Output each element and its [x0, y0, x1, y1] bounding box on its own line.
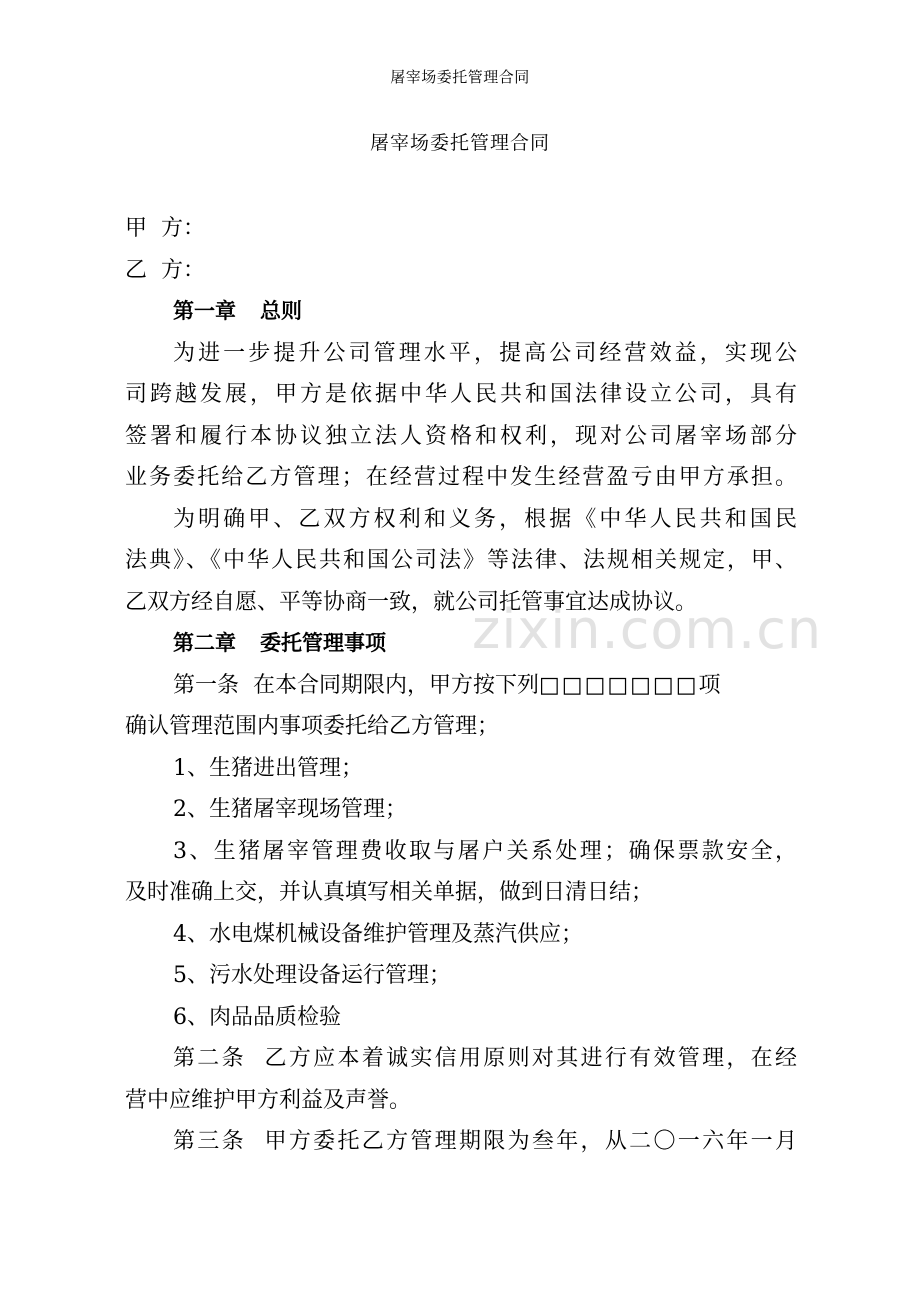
list-item: 1、生猪进出管理； — [173, 755, 363, 781]
chapter-1-heading — [125, 291, 797, 333]
list-item: 5、污水处理设备运行管理； — [173, 963, 451, 988]
para1-line: 司跨越发展，甲方是依据中华人民共和国法律设立公司，具有 — [125, 382, 797, 407]
para1-line: 业务委托给乙方管理；在经营过程中发生经营盈亏由甲方承担。 — [125, 465, 797, 490]
list-item: 6、肉品品质检验 — [173, 1004, 341, 1030]
list-item: 3、生猪屠宰管理费收取与屠户关系处理；确保票款安全， — [173, 838, 797, 864]
para1-line: 签署和履行本协议独立法人资格和权利，现对公司屠宰场部分 — [125, 423, 797, 449]
para1-line: 为进一步提升公司管理水平，提高公司经营效益，实现公 — [173, 340, 797, 366]
chapter-2-number: 第二章 — [173, 631, 236, 655]
chapter-1-number: 第一章 — [173, 299, 236, 323]
list-item-continuation: 及时准确上交，并认真填写相关单据，做到日清日结； — [125, 880, 654, 905]
document-title: 屠宰场委托管理合同 — [369, 132, 550, 154]
article-1-line1 — [125, 665, 797, 707]
para2-line: 乙双方经自愿、平等协商一致，就公司托管事宜达成协议。 — [125, 589, 698, 615]
article-2-line2: 营中应维护甲方利益及声誉。 — [125, 1087, 412, 1113]
article-1-suffix: 项 — [698, 672, 721, 698]
chapter-1-name: 总则 — [260, 299, 302, 323]
party-a-label: 甲 方： — [125, 216, 205, 241]
chapter-2-name: 委托管理事项 — [260, 631, 386, 655]
article-3-line1: 第三条 甲方委托乙方管理期限为叁年，从二〇一六年一月 — [173, 1129, 797, 1154]
party-b-line — [125, 250, 797, 292]
list-item: 4、水电煤机械设备维护管理及蒸汽供应； — [173, 921, 583, 947]
party-b-label: 乙 方： — [125, 257, 205, 283]
list-item: 2、生猪屠宰现场管理； — [173, 797, 407, 822]
running-header: 屠宰场委托管理合同 — [390, 68, 530, 86]
article-1-checkboxes: □□□□□□□ — [539, 672, 699, 698]
para2-line: 为明确甲、乙双方权利和义务，根据《中华人民共和国民 — [173, 506, 797, 532]
article-1-line2: 确认管理范围内事项委托给乙方管理； — [125, 714, 500, 739]
article-1-prefix: 第一条 在本合同期限内，甲方按下列 — [173, 672, 539, 698]
document-body — [125, 208, 797, 1163]
watermark: zixin.com.cn — [472, 598, 823, 661]
para2-line: 法典》、《中华人民共和国公司法》等法律、法规相关规定，甲、 — [125, 548, 797, 573]
party-a-line — [125, 208, 797, 250]
article-2-line1: 第二条 乙方应本着诚实信用原则对其进行有效管理，在经 — [173, 1046, 797, 1071]
chapter-2-heading — [125, 623, 797, 665]
